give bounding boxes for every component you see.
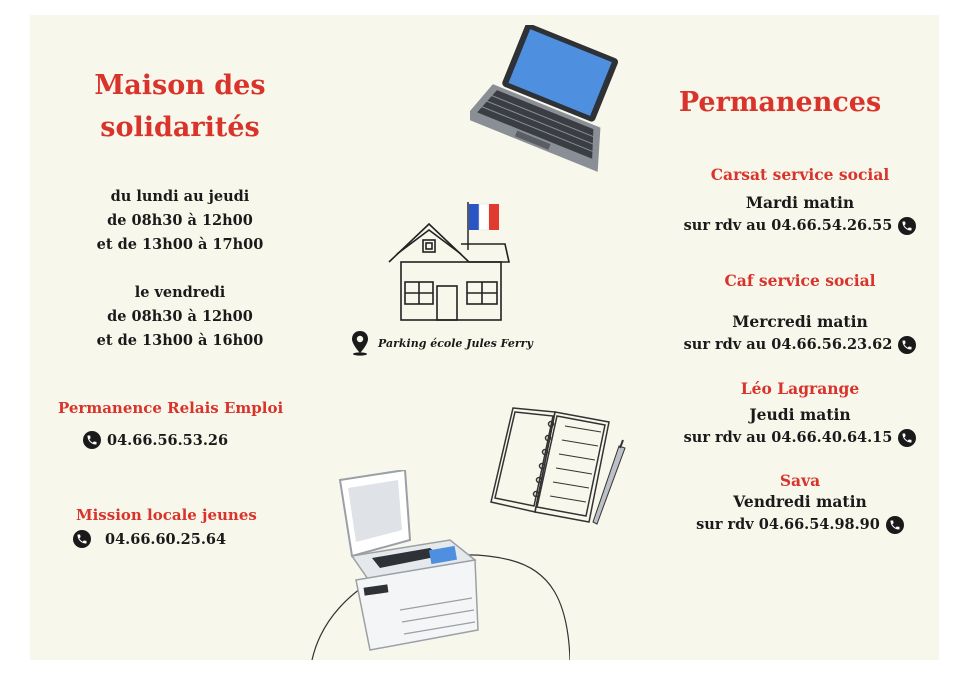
relais-emploi-label: Permanence Relais Emploi bbox=[58, 399, 284, 417]
permanence-name: Sava bbox=[779, 471, 821, 490]
permanence-leo-lagrange bbox=[660, 379, 939, 447]
permanence-name: Caf service social bbox=[724, 271, 876, 290]
title-line-2: solidarités bbox=[100, 112, 260, 143]
relais-emploi-phone[interactable]: 04.66.56.53.26 bbox=[107, 431, 229, 449]
parking-label: Parking école Jules Ferry bbox=[378, 336, 533, 350]
permanence-day: Mercredi matin bbox=[732, 312, 868, 331]
phone-icon bbox=[898, 217, 916, 235]
location-pin-icon bbox=[350, 330, 370, 356]
mission-locale-contact bbox=[73, 530, 226, 548]
permanence-rdv bbox=[684, 217, 917, 235]
hours-line: le vendredi bbox=[134, 284, 226, 301]
phone-icon bbox=[898, 429, 916, 447]
permanence-name: Léo Lagrange bbox=[740, 379, 860, 398]
phone-icon bbox=[83, 431, 101, 449]
flag-icon bbox=[468, 202, 499, 250]
permanence-caf bbox=[660, 271, 939, 354]
hours-line: et de 13h00 à 16h00 bbox=[96, 332, 264, 349]
phone-icon bbox=[73, 530, 91, 548]
leaflet-page bbox=[30, 15, 939, 660]
parking-info bbox=[350, 330, 533, 356]
phone-icon bbox=[898, 336, 916, 354]
mission-locale-phone[interactable]: 04.66.60.25.64 bbox=[105, 530, 227, 548]
hours-friday bbox=[50, 281, 310, 353]
permanence-rdv bbox=[684, 336, 917, 354]
permanence-phone[interactable]: sur rdv au 04.66.56.23.62 bbox=[683, 336, 893, 353]
permanence-day: Vendredi matin bbox=[733, 492, 867, 511]
permanence-phone[interactable]: sur rdv 04.66.54.98.90 bbox=[696, 516, 880, 533]
permanence-name: Carsat service social bbox=[710, 165, 890, 184]
page-title-left bbox=[30, 65, 330, 149]
hours-line: de 08h30 à 12h00 bbox=[107, 308, 253, 325]
pen-icon bbox=[593, 440, 625, 524]
title-line-1: Maison des bbox=[94, 70, 266, 101]
hours-line: du lundi au jeudi bbox=[110, 188, 250, 205]
mission-locale-label: Mission locale jeunes bbox=[76, 506, 257, 524]
hours-line: de 08h30 à 12h00 bbox=[107, 212, 253, 229]
laptop-icon bbox=[470, 25, 620, 180]
copier-icon bbox=[300, 470, 570, 660]
permanence-day: Jeudi matin bbox=[749, 405, 851, 424]
permanence-rdv bbox=[696, 516, 904, 534]
permanence-day: Mardi matin bbox=[745, 193, 855, 212]
permanence-phone[interactable]: sur rdv au 04.66.54.26.55 bbox=[683, 217, 893, 234]
permanence-carsat bbox=[660, 165, 939, 235]
phone-icon bbox=[886, 516, 904, 534]
permanence-phone[interactable]: sur rdv au 04.66.40.64.15 bbox=[683, 429, 893, 446]
permanences-title: Permanences bbox=[678, 87, 882, 118]
permanence-sava bbox=[660, 471, 939, 534]
house-icon bbox=[385, 200, 510, 328]
relais-emploi-contact bbox=[83, 431, 228, 449]
hours-weekday bbox=[50, 185, 310, 257]
hours-line: et de 13h00 à 17h00 bbox=[96, 236, 264, 253]
permanence-rdv bbox=[684, 429, 917, 447]
